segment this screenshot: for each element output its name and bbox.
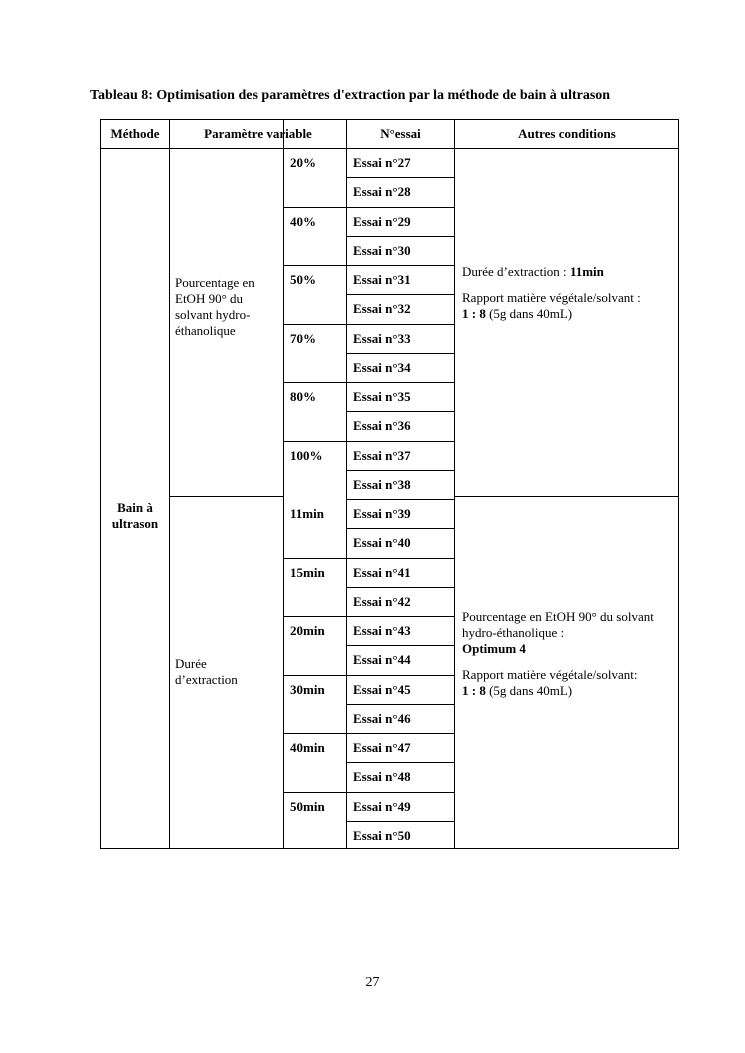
header-methode: Méthode	[110, 126, 160, 141]
essai-row-divider	[347, 265, 454, 266]
essai-row-divider	[347, 645, 454, 646]
essai-row-divider	[347, 177, 454, 178]
param-value-cell: 50%	[290, 272, 316, 287]
essai-row-divider	[347, 499, 454, 500]
param-row-divider	[283, 441, 347, 442]
essai-row-divider	[347, 675, 454, 676]
param-value-cell: 40min	[290, 740, 325, 755]
essai-row-divider	[347, 294, 454, 295]
essai-cell: Essai n°37	[353, 447, 411, 463]
essai-cell: Essai n°44	[353, 652, 411, 668]
param-value-cell: 15min	[290, 564, 325, 580]
essai-cell: Essai n°39	[353, 506, 411, 521]
param-row-divider	[283, 382, 347, 383]
table-caption: Tableau 8: Optimisation des paramètres d'extraction par la méthode de bain à ultrason	[90, 88, 611, 103]
essai-cell: Essai n°34	[353, 359, 411, 375]
pourcentage-line-1: Pourcentage en EtOH 90° du solvant	[462, 609, 654, 624]
param-label-line: Pourcentage en	[175, 275, 255, 290]
rapport-detail: (5g dans 40mL)	[485, 683, 573, 698]
rapport-value: 1 : 8	[462, 306, 486, 321]
section-divider-param	[169, 496, 283, 497]
essai-row-divider	[347, 470, 454, 471]
conditions-section-1	[462, 264, 674, 322]
essai-row-divider	[347, 704, 454, 705]
col-divider-1	[169, 120, 170, 848]
param-row-divider	[283, 792, 347, 793]
essai-row-divider	[347, 382, 454, 383]
col-divider-3	[346, 120, 347, 848]
page-number: 27	[365, 975, 380, 990]
essai-cell: Essai n°42	[353, 593, 411, 609]
essai-cell: Essai n°45	[353, 681, 411, 697]
param-value-cell: 100%	[290, 447, 323, 463]
rapport-condition	[462, 306, 674, 322]
header-autres: Autres conditions	[518, 126, 616, 141]
essai-row-divider	[347, 353, 454, 354]
param-label-line: éthanolique	[175, 323, 236, 338]
rapport-label: Rapport matière végétale/solvant :	[462, 290, 641, 305]
essai-row-divider	[347, 616, 454, 617]
essai-cell: Essai n°43	[353, 623, 411, 638]
essai-cell: Essai n°31	[353, 272, 411, 287]
essai-row-divider	[347, 762, 454, 763]
param-label-line: solvant hydro-	[175, 307, 251, 322]
essai-cell: Essai n°41	[353, 564, 411, 580]
methode-line-2: ultrason	[111, 516, 159, 531]
col-divider-4	[454, 120, 455, 848]
param-label-line: EtOH 90° du	[175, 291, 244, 306]
rapport-value: 1 : 8	[462, 683, 486, 698]
param-row-divider	[283, 675, 347, 676]
param-row-divider	[283, 558, 347, 559]
essai-cell: Essai n°46	[353, 710, 411, 726]
essai-cell: Essai n°47	[353, 740, 411, 755]
header-parametre: Paramètre variable	[204, 126, 312, 141]
essai-cell: Essai n°48	[353, 769, 411, 785]
param-value-cell: 70%	[290, 330, 316, 346]
header-divider	[101, 148, 678, 149]
rapport-label: Rapport matière végétale/solvant:	[462, 667, 638, 682]
essai-row-divider	[347, 207, 454, 208]
duree-condition	[462, 264, 674, 280]
duree-value: 11min	[569, 264, 604, 279]
essai-row-divider	[347, 821, 454, 822]
header-essai: N°essai	[380, 126, 421, 141]
conditions-section-2	[462, 609, 674, 699]
essai-row-divider	[347, 528, 454, 529]
param-label-pourcentage	[175, 275, 280, 339]
essai-row-divider	[347, 792, 454, 793]
essai-cell: Essai n°35	[353, 389, 411, 404]
essai-row-divider	[347, 324, 454, 325]
param-row-divider	[283, 324, 347, 325]
param-label-duree	[175, 656, 280, 688]
section-divider-conditions	[454, 496, 678, 497]
param-value-cell: 50min	[290, 798, 325, 814]
param-value-cell: 30min	[290, 681, 325, 697]
essai-row-divider	[347, 733, 454, 734]
essai-row-divider	[347, 558, 454, 559]
essai-row-divider	[347, 411, 454, 412]
essai-cell: Essai n°36	[353, 418, 411, 434]
param-row-divider	[283, 733, 347, 734]
param-row-divider	[283, 265, 347, 266]
param-value-cell: 40%	[290, 213, 316, 229]
essai-cell: Essai n°38	[353, 476, 411, 492]
col-divider-2	[283, 120, 284, 848]
rapport-detail: (5g dans 40mL)	[485, 306, 573, 321]
rapport-condition	[462, 683, 674, 699]
essai-cell: Essai n°33	[353, 330, 411, 346]
pourcentage-line-2: hydro-éthanolique :	[462, 625, 565, 640]
essai-cell: Essai n°28	[353, 184, 411, 200]
essai-cell: Essai n°30	[353, 242, 411, 258]
duree-label: Durée d’extraction :	[462, 264, 570, 279]
param-value-cell: 20%	[290, 155, 316, 170]
param-row-divider	[283, 616, 347, 617]
essai-cell: Essai n°32	[353, 301, 411, 317]
extraction-table	[100, 119, 679, 849]
param-value-cell: 80%	[290, 389, 316, 404]
essai-cell: Essai n°40	[353, 535, 411, 551]
essai-cell: Essai n°50	[353, 827, 411, 843]
param-value-cell: 20min	[290, 623, 325, 638]
essai-cell: Essai n°27	[353, 155, 411, 170]
param-label-line: Durée	[175, 656, 207, 671]
optimum-value: Optimum 4	[462, 641, 526, 656]
essai-cell: Essai n°49	[353, 798, 411, 814]
essai-cell: Essai n°29	[353, 213, 411, 229]
essai-row-divider	[347, 236, 454, 237]
param-value-cell: 11min	[290, 506, 324, 521]
methode-cell	[101, 500, 169, 532]
param-label-line: d’extraction	[175, 672, 238, 687]
param-row-divider	[283, 207, 347, 208]
methode-line-1: Bain à	[117, 500, 153, 515]
essai-row-divider	[347, 587, 454, 588]
essai-row-divider	[347, 441, 454, 442]
